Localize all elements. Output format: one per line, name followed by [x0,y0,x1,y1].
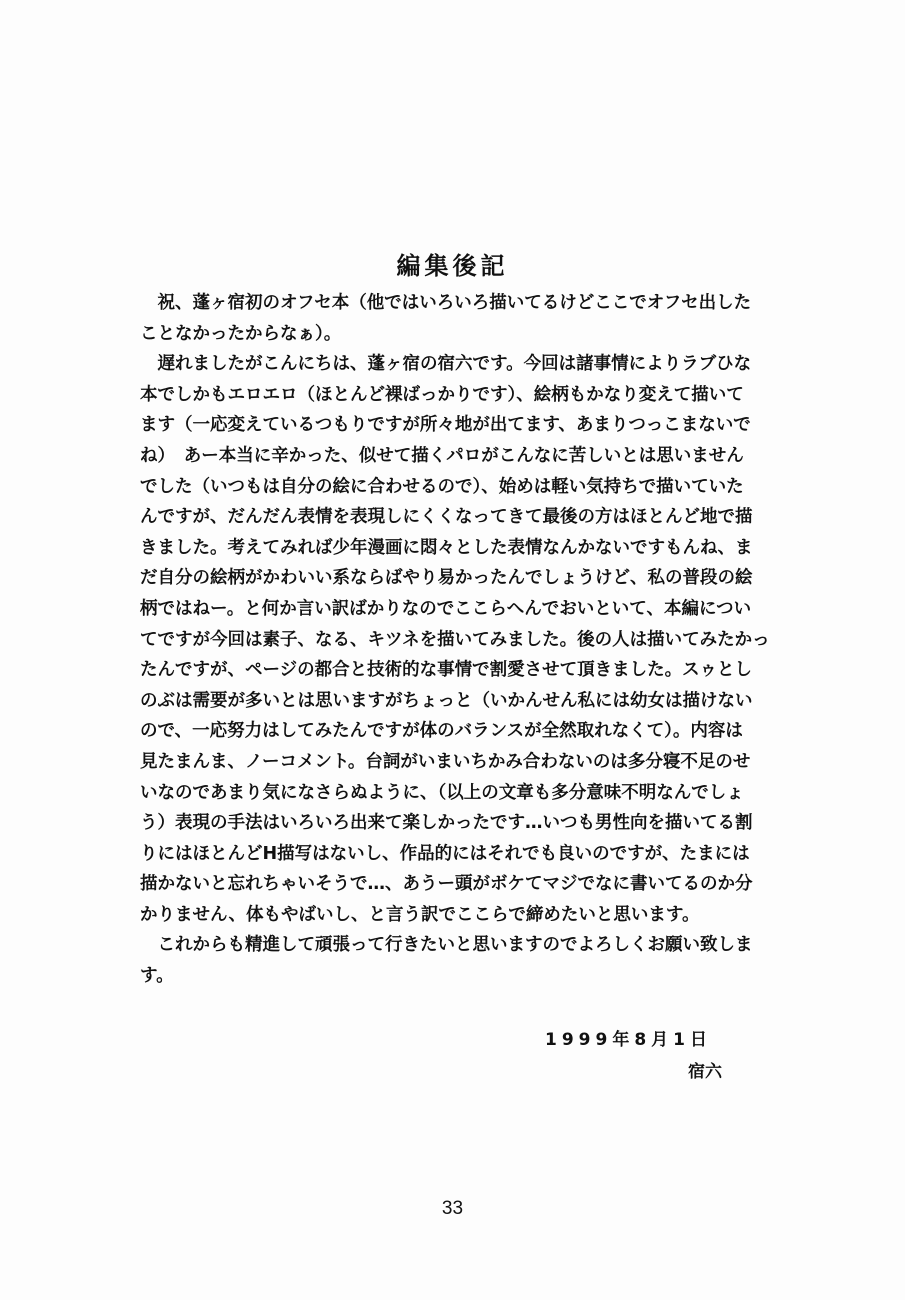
text-line: ね） あー本当に辛かった、似せて描くパロがこんなに苦しいとは思いません [140,445,744,466]
text-line: かりません、体もやばいし、と言う訳でここらで締めたいと思います。 [140,904,700,925]
text-line: ので、一応努力はしてみたんですが体のバランスが全然取れなくて）。内容は [140,721,743,742]
text-line: す。 [140,966,174,987]
text-line: 見たまんま、ノーコメント。台詞がいまいちかみ合わないのは多分寝不足のせ [140,751,751,772]
text-line: ます（一応変えているつもりですが所々地が出てます、あまりつっこまないで [140,415,751,436]
text-line: てですが今回は素子、なる、キツネを描いてみました。後の人は描いてみたかっ [140,629,770,650]
text-line: のぶは需要が多いとは思いますがちょっと（いかんせん私には幼女は描けない [140,690,753,711]
text-line: でした（いつもは自分の絵に合わせるので）、始めは軽い気持ちで描いていた [140,476,744,497]
text-line: りにはほとんどH描写はないし、作品的にはそれでも良いのですが、たまには [140,843,750,864]
text-line: ことなかったからなぁ）。 [140,323,342,344]
text-line: たんですが、ページの都合と技術的な事情で割愛させて頂きました。スゥとし [140,660,752,681]
text-line: 遅れましたがこんにちは、蓬ヶ宿の宿六です。今回は諸事情によりラブひな [140,354,752,375]
text-line: きました。考えてみれば少年漫画に悶々とした表情なんかないですもんね、ま [140,537,753,558]
text-line: 柄ではねー。と何か言い訳ばかりなのでここらへんでおいといて、本編につい [140,598,752,619]
text-line: 描かないと忘れちゃいそうで…、あうー頭がボケてマジでなに書いてるのか分 [140,874,753,895]
text-line: んですが、だんだん表情を表現しにくくなってきて最後の方はほとんど地で描 [140,507,753,528]
text-line: だ自分の絵柄がかわいい系ならばやり易かったんでしょうけど、私の普段の絵 [140,568,753,589]
date-line: 1999年8月1日 [545,1030,712,1050]
text-line: これからも精進して頑張って行きたいと思いますのでよろしくお願い致しま [140,935,753,956]
text-line: う）表現の手法はいろいろ出来て楽しかったです…いつも男性向を描いてる割 [140,813,753,834]
author-signature: 宿六 [688,1062,722,1082]
text-line: 本でしかもエロエロ（ほとんど裸ばっかりです）、絵柄もかなり変えて描いて [140,384,744,405]
page-number: 33 [441,1198,464,1219]
body-text [140,288,782,992]
text-line: いなのであまり気になさらぬように、（以上の文章も多分意味不明なんでしょ [140,782,744,803]
page-title: 編集後記 [396,252,509,280]
text-line: 祝、蓬ヶ宿初のオフセ本（他ではいろいろ描いてるけどここでオフセ出した [140,293,752,313]
